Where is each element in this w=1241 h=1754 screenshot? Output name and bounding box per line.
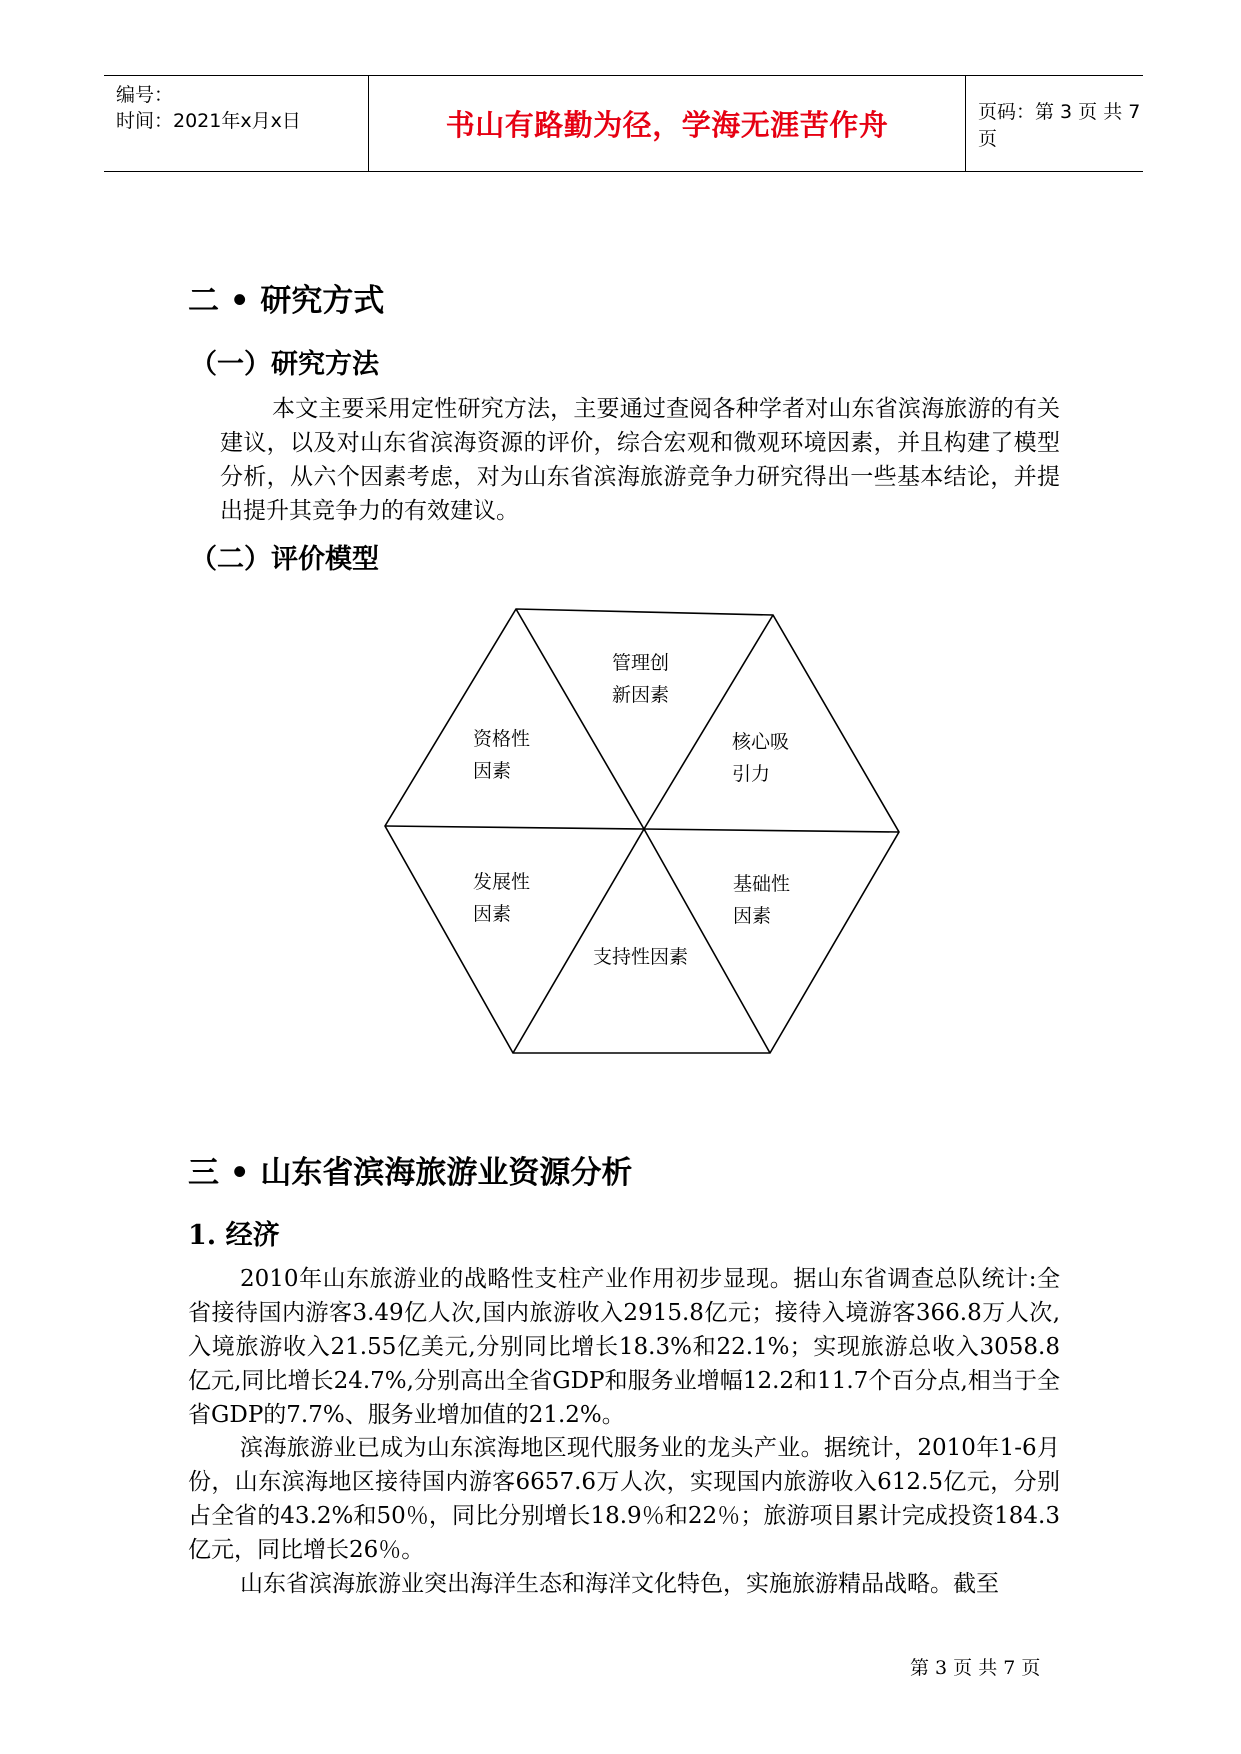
divider-line-right (644, 829, 899, 832)
method-paragraph: 本文主要采用定性研究方法，主要通过查阅各种学者对山东省滨海旅游的有关建议，以及对山东省滨海资源的评价，综合宏观和微观环境因素，并且构建了模型分析，从六个因素考虑，对为山东省滨海旅游竞争力研究得出一些基本结论，并提出提升其竞争力的有效建议。 (220, 396, 1060, 524)
segment-label-core-attraction-2: 引力 (732, 763, 771, 785)
divider-line-top-left (516, 609, 644, 829)
divider-line-bottom-right (644, 829, 770, 1053)
economy-paragraph-3: 山东省滨海旅游业突出海洋生态和海洋文化特色，实施旅游精品战略。截至 (240, 1571, 999, 1597)
document-time-label: 时间：2021年x月x日 (116, 110, 301, 132)
section-title-resource-analysis: 三 • 山东省滨海旅游业资源分析 (188, 1155, 633, 1191)
subsection-title-method: （一）研究方法 (190, 349, 379, 380)
economy-paragraph-2: 滨海旅游业已成为山东滨海地区现代服务业的龙头产业。据统计，2010年1-6月份，山东滨海地区接待国内游客6657.6万人次，实现国内旅游收入612.5亿元，分别占全省的43.2%和50％，同比分别增长18.9％和22％；旅游项目累计完成投资184.3亿元，同比增长26％。 (188, 1435, 1060, 1563)
header-motto: 书山有路勤为径，学海无涯苦作舟 (445, 108, 889, 142)
segment-label-basic-factor-2: 因素 (733, 905, 772, 927)
divider-line-top-right (644, 615, 773, 829)
section-title-research-method: 二 • 研究方式 (188, 283, 385, 319)
header-page-cell (966, 76, 1143, 171)
evaluation-model-diagram (380, 605, 900, 1060)
subsection-title-economy: 1. 经济 (188, 1220, 280, 1251)
segment-label-basic-factor: 基础性 (733, 873, 791, 895)
segment-label-supporting-factor: 支持性因素 (593, 946, 689, 968)
page-header (104, 75, 1143, 172)
segment-label-core-attraction: 核心吸 (732, 731, 790, 753)
segment-label-management-innovation: 管理创 (612, 652, 670, 674)
header-motto-cell (369, 76, 966, 171)
segment-label-development-factor: 发展性 (473, 871, 531, 893)
divider-line-bottom-left (513, 829, 644, 1053)
economy-paragraph-1: 2010年山东旅游业的战略性支柱产业作用初步显现。据山东省调查总队统计:全省接待国内游客3.49亿人次,国内旅游收入2915.8亿元；接待入境游客366.8万人次,入境旅游收入21.55亿美元,分别同比增长18.3%和22.1%；实现旅游总收入3058.8亿元,同比增长24.7%,分别高出全省GDP和服务业增幅12.2和11.7个百分点,相当于全省GDP的7.7%、服务业增加值的21.2%。 (188, 1266, 1060, 1428)
document-number-label: 编号： (116, 84, 174, 106)
segment-label-qualification-factor-2: 因素 (473, 760, 512, 782)
segment-label-qualification-factor: 资格性 (473, 728, 531, 750)
header-page-number: 页码：第 3 页 共 7 页 (978, 100, 1141, 150)
subsection-title-model: （二）评价模型 (190, 544, 379, 575)
header-meta-cell (104, 76, 369, 171)
divider-line-left (385, 826, 644, 829)
page-footer-number: 第 3 页 共 7 页 (910, 1657, 1041, 1679)
hexagon-model-svg (380, 605, 900, 1060)
segment-label-management-innovation-2: 新因素 (612, 684, 670, 706)
segment-label-development-factor-2: 因素 (473, 903, 512, 925)
